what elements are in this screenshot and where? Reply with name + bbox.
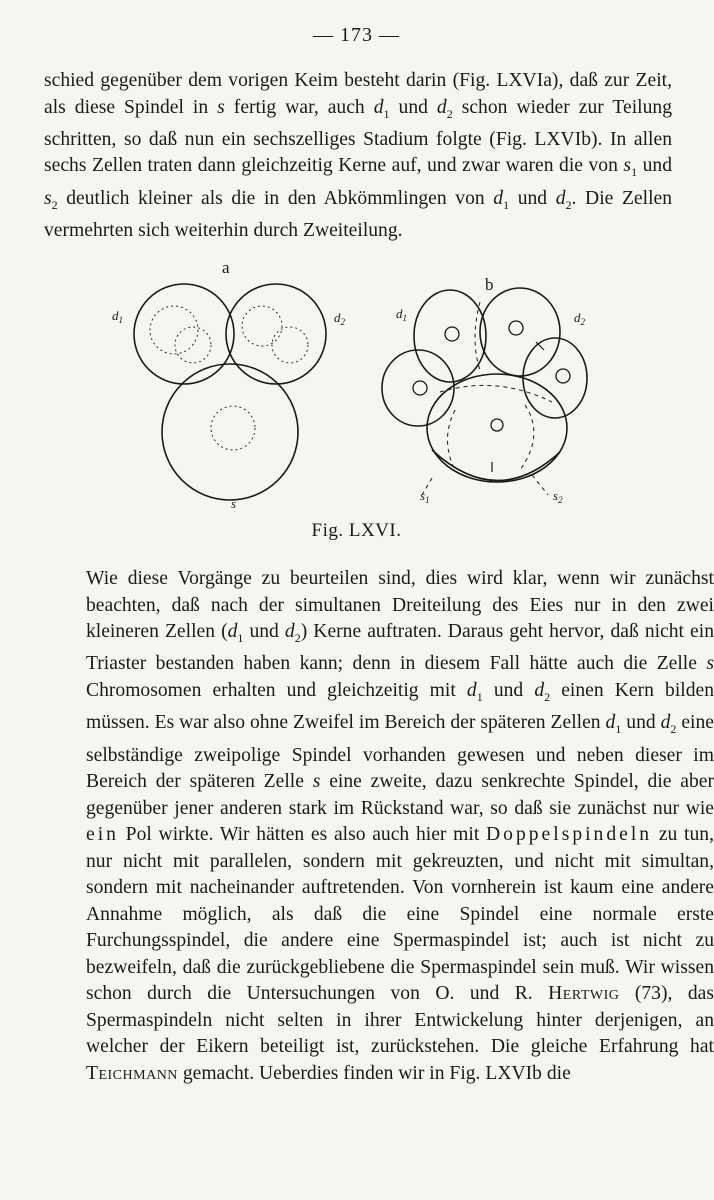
- label-d2-a: $d_2$: [334, 310, 345, 327]
- symbol-d: d: [373, 96, 384, 118]
- subscript: 2: [446, 106, 453, 121]
- symbol-d: d: [660, 712, 671, 734]
- text-run: eine selbständige zweipolige Spindel vorhanden gewesen und neben dieser im Bereich der späteren Zelle: [86, 712, 714, 793]
- label-s2-b: $s_2$: [553, 488, 563, 505]
- subscript: 1: [503, 197, 510, 212]
- text-run: und: [621, 712, 661, 734]
- cell-d2-a: [226, 284, 326, 384]
- nuclei-b: [413, 321, 570, 431]
- subscript: 1: [237, 630, 244, 645]
- symbol-s: s: [623, 155, 632, 177]
- text-run: schon wieder zur Teilung schritten, so daß nun ein sechszelliges Stadium folgte (Fig. LXVIb). In allen sechs Zellen traten dann gleichzeitig Kerne auf, und zwar waren die von: [44, 96, 672, 177]
- symbol-d: d: [605, 712, 616, 734]
- subscript: 1: [631, 165, 638, 180]
- author-name: Teichmann: [86, 1062, 178, 1084]
- text-run: einen Kern bilden müssen. Es war also ohne Zweifel im Bereich der späteren Zellen: [86, 679, 714, 734]
- symbol-s: s: [312, 771, 321, 793]
- figure-b-label: b: [485, 275, 494, 294]
- symbol-d: d: [436, 96, 447, 118]
- subscript: 2: [565, 197, 572, 212]
- text-run: Chromosomen erhalten und gleichzeitig mit: [86, 679, 467, 701]
- spaced-word: Doppelspindeln: [486, 824, 653, 846]
- text-run: und: [509, 187, 556, 209]
- label-d1-b: $d_1$: [396, 306, 407, 323]
- figure-caption: Fig. LXVI.: [311, 520, 402, 541]
- subscript: 2: [544, 689, 551, 704]
- label-d2-b: $d_2$: [574, 310, 585, 327]
- subscript: 1: [615, 722, 622, 737]
- text-run: eine zweite, dazu senkrechte Spindel, die aber gegenüber jener anderen stark im Rückstand war, so daß sie zunächst nur wie: [86, 771, 714, 819]
- cell-d2-upper-b: [480, 288, 560, 376]
- label-d1-a: $d_1$: [112, 308, 123, 325]
- cell-s-lower-edge: [432, 450, 560, 481]
- subscript: 2: [670, 722, 677, 737]
- figure-lxvi-drawing: [0, 0, 713, 560]
- symbol-d: d: [227, 621, 238, 642]
- text-run: ) Kerne auftraten. Daraus geht hervor, daß nicht ein Triaster bestanden haben kann; denn in diesem Fall hätte auch die Zelle: [86, 621, 714, 675]
- text-run: und: [243, 621, 285, 642]
- symbol-d: d: [284, 621, 295, 642]
- aster-s: [211, 406, 255, 450]
- text-run: . Die Zellen vermehrten sich weiterhin durch Zweiteilung.: [44, 187, 673, 242]
- text-run: (73), das Spermaspindeln nicht selten in ihrer Entwickelung hinter derjenigen, an welcher der Eikern beteiligt ist, zurückstehen. Die gleiche Erfahrung hat: [86, 983, 714, 1058]
- text-run: Pol wirkte. Wir hätten es also auch hier mit: [118, 824, 487, 846]
- text-run: und: [482, 679, 535, 701]
- symbol-s: s: [44, 187, 52, 209]
- page-number: — 173 —: [313, 24, 400, 46]
- aster-d2: [242, 306, 308, 363]
- text-run: Wie diese Vorgänge zu beurteilen sind, dies wird klar, wenn wir zunächst beachten, daß nach der simultanen Dreiteilung des Eies nur in den zwei kleineren Zellen (: [86, 568, 714, 642]
- symbol-d: d: [466, 679, 477, 701]
- text-run: deutlich kleiner als die in den Abkömmlingen von: [57, 187, 494, 209]
- paragraph-2: [44, 566, 714, 1087]
- cell-s-a: [162, 364, 298, 500]
- subscript: 1: [383, 106, 390, 121]
- aster-d1: [150, 306, 211, 363]
- subscript: 2: [294, 630, 301, 645]
- dashed-boundaries: [422, 302, 552, 495]
- text-run: gemacht. Ueberdies finden wir in Fig. LXVIb die: [177, 1062, 571, 1084]
- text-run: und: [637, 155, 672, 177]
- text-run: fertig war, auch: [224, 96, 374, 118]
- cell-marks-b: [492, 342, 544, 472]
- symbol-d: d: [493, 187, 504, 209]
- figure-a-label: a: [222, 258, 230, 277]
- text-run: zu tun, nur nicht mit parallelen, sondern mit gekreuzten, und nicht mit simultan, sondern mit nacheinander auftretenden. Von vornherein ist kaum eine andere Annahme möglich, als daß die eine Spindel eine normale erste Furchungsspindel, die andere eine Spermaspindel ist; auch ist nicht zu bezweifeln, daß die zurückgebliebene die Spermaspindel sein muß. Wir wissen schon durch die Untersuchungen von O. und R.: [86, 824, 714, 1005]
- symbol-s: s: [706, 653, 714, 675]
- text-run: und: [389, 96, 437, 118]
- text-run: schied gegenüber dem vorigen Keim besteht darin (Fig. LXVIa), daß zur Zeit, als diese Spindel in: [44, 70, 672, 118]
- symbol-s: s: [217, 96, 225, 118]
- label-s1-b: $s_1$: [420, 488, 430, 505]
- symbol-d: d: [534, 679, 545, 701]
- author-name: Hertwig: [548, 983, 620, 1005]
- cell-d1-lower-b: [382, 350, 454, 426]
- cell-d2-lower-b: [523, 338, 587, 418]
- spaced-word: ein: [86, 824, 119, 846]
- cell-d1-a: [134, 284, 234, 384]
- symbol-d: d: [555, 187, 566, 209]
- subscript: 1: [476, 689, 483, 704]
- subscript: 2: [51, 197, 58, 212]
- label-s-a: s: [231, 496, 237, 511]
